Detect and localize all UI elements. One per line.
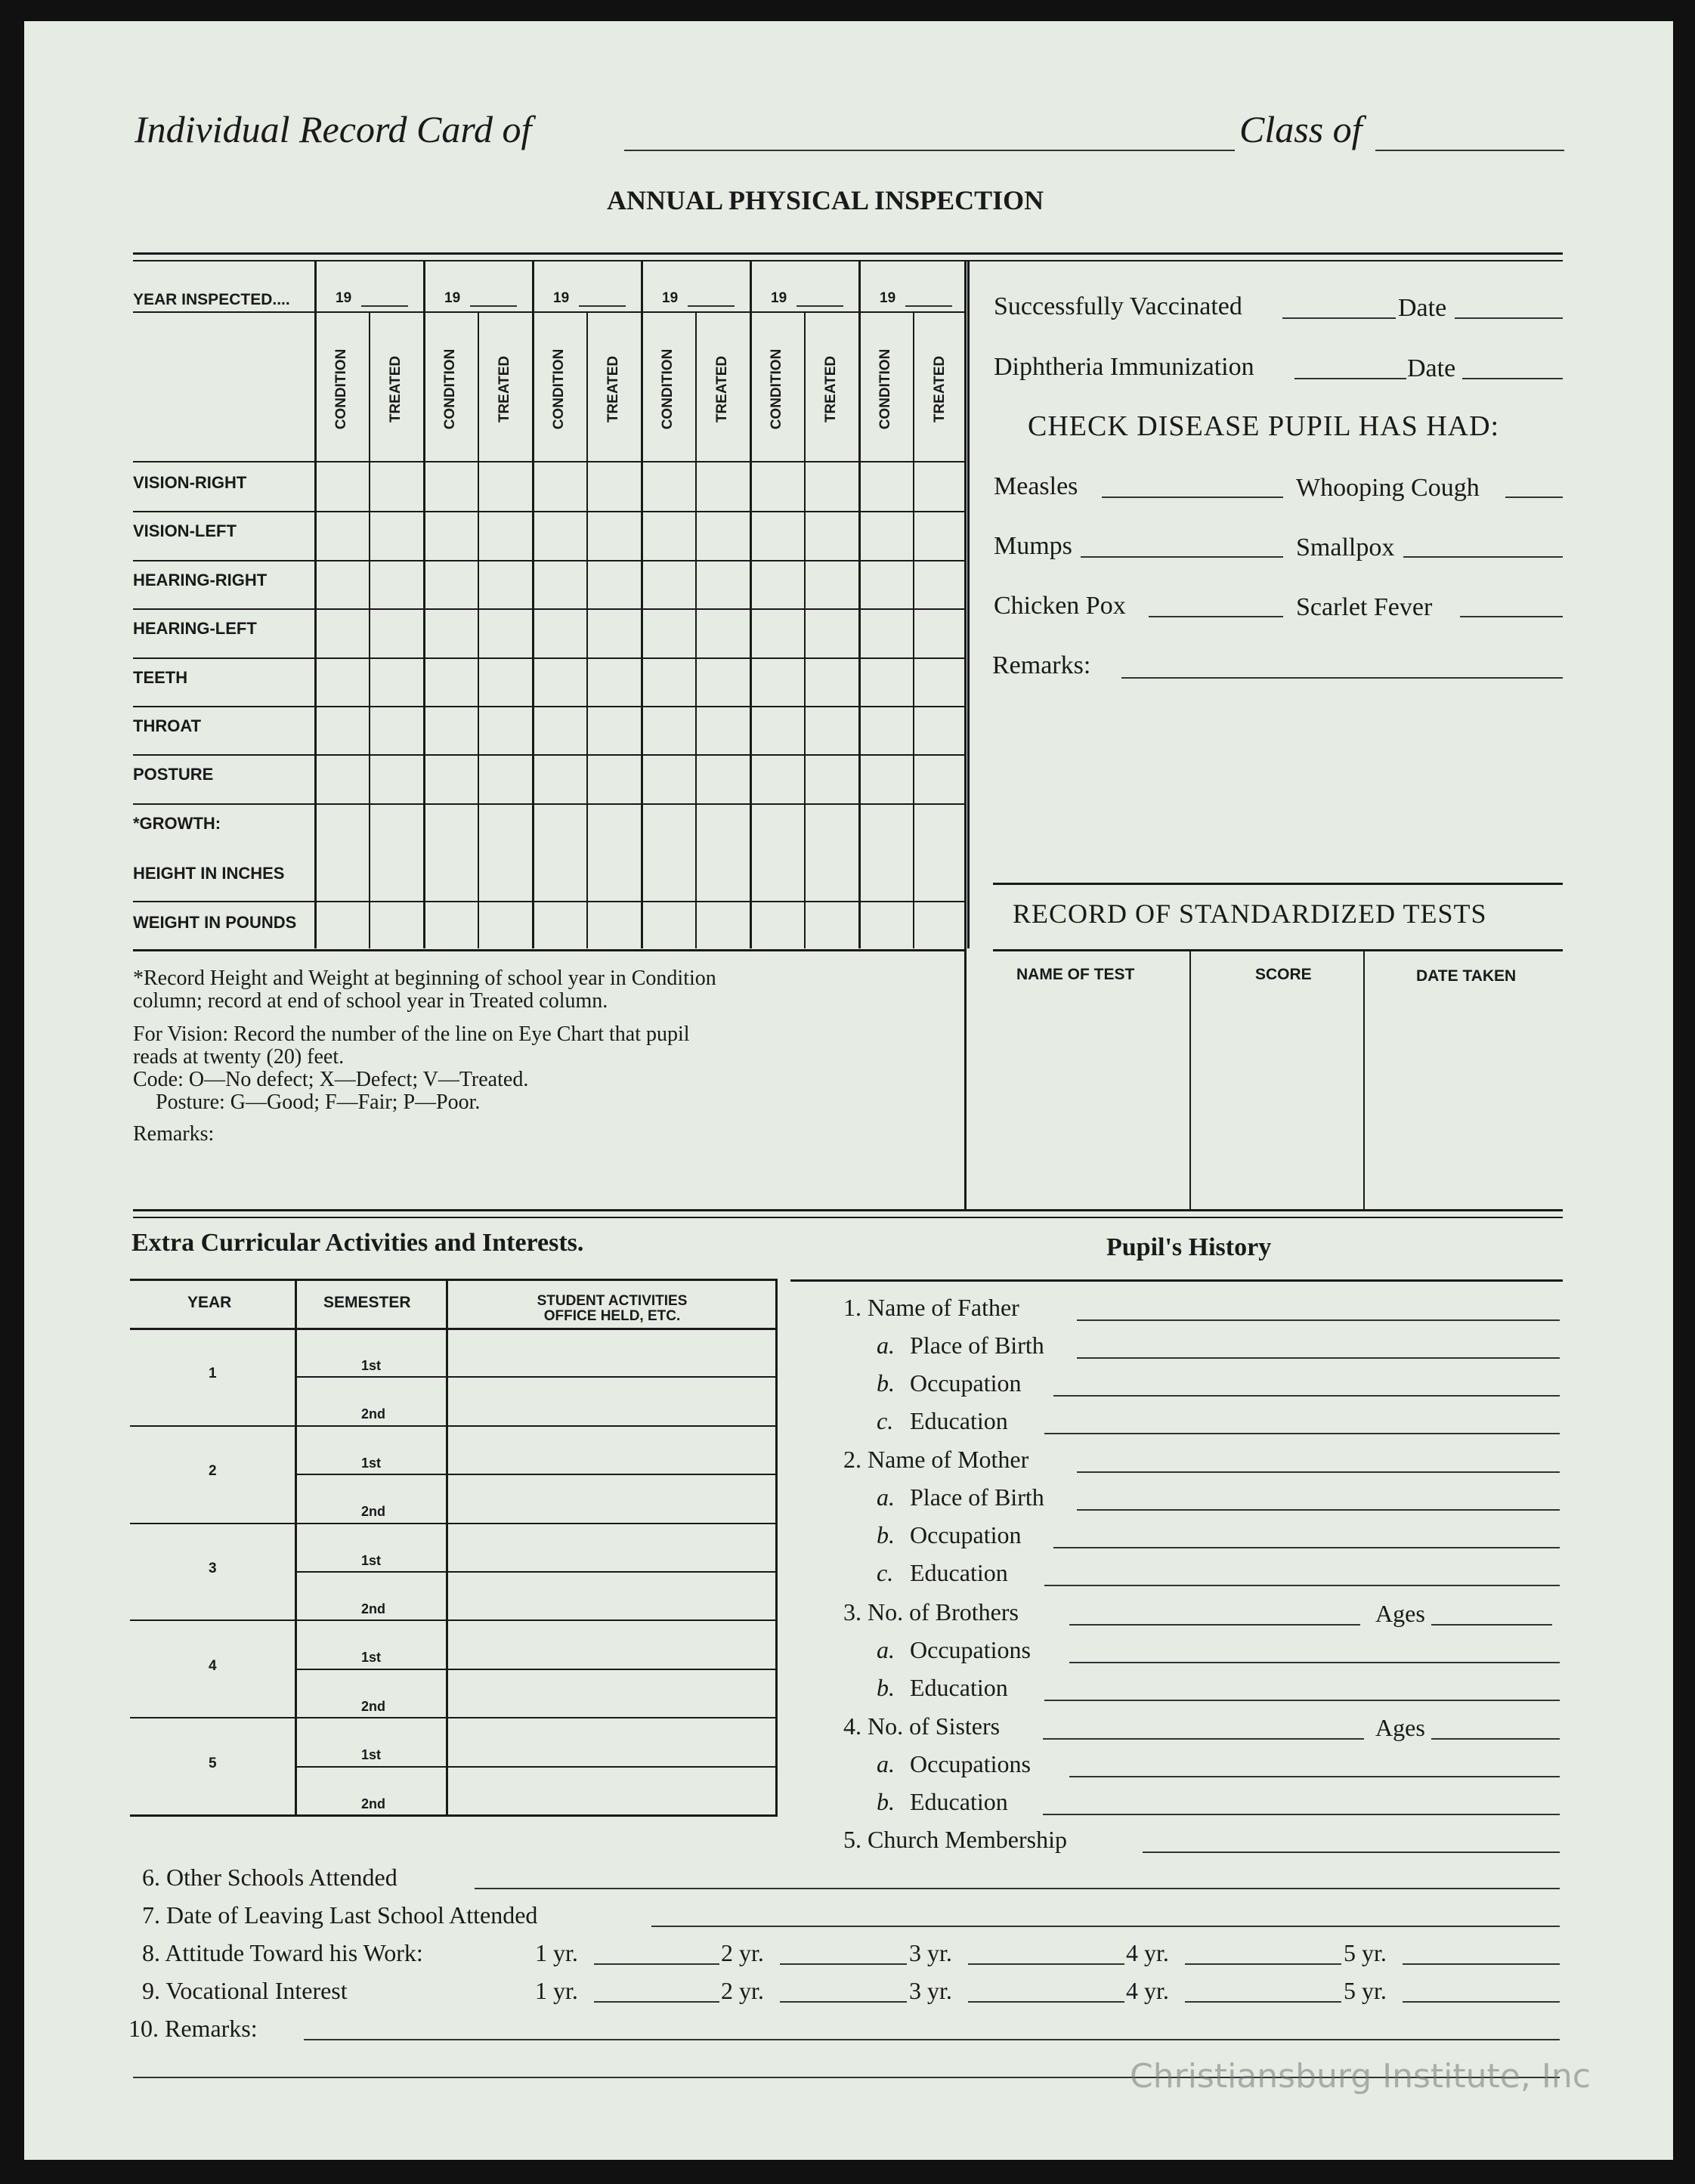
row-rule: [133, 754, 964, 756]
row-label: POSTURE: [133, 765, 214, 784]
grid-column-line: [858, 261, 861, 948]
yr-label: 4 yr.: [1126, 1977, 1169, 2004]
grid-column-line: [369, 313, 370, 948]
whooping-label: Whooping Cough: [1296, 474, 1480, 502]
yr-label: 2 yr.: [721, 1977, 764, 2004]
grid-column-line: [478, 313, 479, 948]
col-treated: [707, 333, 738, 446]
history-item-label: Occupation: [910, 1521, 1022, 1548]
acts-sem-1: 1st: [361, 1650, 382, 1666]
history-field[interactable]: [1043, 1738, 1364, 1740]
health-remarks-field[interactable]: [1121, 677, 1563, 679]
col-treated-text: TREATED: [496, 355, 512, 423]
whooping-field[interactable]: [1505, 497, 1563, 498]
acts-col-line: [775, 1279, 778, 1817]
acts-year: 3: [209, 1561, 217, 1576]
attitude-yr-field[interactable]: [780, 1963, 907, 1965]
col-condition-text: CONDITION: [769, 348, 784, 430]
acts-sem-rule: [295, 1474, 775, 1475]
note-posture: Posture: G—Good; F—Fair; P—Poor.: [156, 1090, 481, 1114]
row-rule: [133, 706, 964, 707]
other-schools-label: 6. Other Schools Attended: [142, 1864, 397, 1891]
acts-sem-1: 1st: [361, 1358, 382, 1373]
final-remarks-field[interactable]: [304, 2039, 1560, 2040]
history-field[interactable]: [1077, 1357, 1560, 1359]
col-treated-text: TREATED: [932, 355, 948, 423]
year-field[interactable]: [905, 305, 952, 307]
history-item-letter: b.: [877, 1369, 895, 1397]
history-field[interactable]: [1044, 1433, 1560, 1434]
history-item-letter: b.: [877, 1521, 895, 1548]
col-treated: [381, 333, 411, 446]
grid-column-line: [586, 313, 588, 948]
yr-label: 3 yr.: [909, 1939, 952, 1966]
history-item-label: Place of Birth: [910, 1483, 1044, 1511]
acts-col-student-1: STUDENT ACTIVITIES: [537, 1293, 688, 1309]
center-divider: [964, 261, 967, 1209]
diphtheria-label: Diphtheria Immunization: [994, 353, 1254, 381]
activities-heading: Extra Curricular Activities and Interests.: [131, 1229, 584, 1257]
history-item-label: Occupations: [910, 1636, 1031, 1663]
row-rule: [133, 608, 964, 610]
yr-label: 1 yr.: [535, 1977, 578, 2004]
row-label: TEETH: [133, 667, 188, 687]
col-treated-text: TREATED: [388, 355, 404, 423]
col-condition: [544, 333, 574, 446]
watermark: Christiansburg Institute, Inc: [1130, 2057, 1591, 2096]
col-treated: [599, 333, 629, 446]
top-rule-2: [133, 260, 1563, 261]
acts-year-rule: [130, 1717, 775, 1718]
vaccinated-field[interactable]: [1282, 317, 1396, 319]
col-condition-text: CONDITION: [877, 348, 893, 430]
diphtheria-field[interactable]: [1294, 378, 1406, 379]
acts-sem-rule: [295, 1669, 775, 1670]
year-prefix: 19: [880, 290, 896, 306]
history-item-label: Occupations: [910, 1750, 1031, 1777]
acts-col-line: [446, 1279, 448, 1814]
col-condition: [435, 333, 466, 446]
row-label: WEIGHT IN POUNDS: [133, 912, 297, 932]
yr-label: 5 yr.: [1344, 1977, 1387, 2004]
row-label: VISION-LEFT: [133, 521, 237, 541]
tests-divider-2: [1363, 951, 1365, 1209]
col-condition: [653, 333, 683, 446]
history-field[interactable]: [1069, 1624, 1360, 1626]
check-disease-heading: CHECK DISEASE PUPIL HAS HAD:: [1028, 410, 1500, 442]
diphtheria-date-field[interactable]: [1462, 378, 1563, 379]
acts-year: 1: [209, 1366, 217, 1382]
history-item-label: 3. No. of Brothers: [843, 1598, 1019, 1626]
acts-sem-1: 1st: [361, 1747, 382, 1763]
mumps-label: Mumps: [994, 532, 1072, 560]
ages-label: Ages: [1375, 1714, 1425, 1741]
row-rule: [133, 901, 964, 902]
card-title: Individual Record Card of: [135, 108, 532, 150]
acts-year-rule: [130, 1523, 775, 1524]
note-code: Code: O—No defect; X—Defect; V—Treated.: [133, 1068, 529, 1091]
acts-year: 4: [209, 1657, 217, 1674]
row-rule: [133, 657, 964, 659]
history-item-label: 5. Church Membership: [843, 1826, 1067, 1853]
chickenpox-label: Chicken Pox: [994, 592, 1126, 620]
history-item-label: 1. Name of Father: [843, 1294, 1019, 1321]
acts-col-year: YEAR: [187, 1294, 232, 1311]
grid-column-line: [804, 313, 806, 948]
row-label: VISION-RIGHT: [133, 473, 247, 492]
history-field[interactable]: [1077, 1471, 1560, 1473]
acts-year: 5: [209, 1755, 217, 1771]
year-field[interactable]: [470, 305, 517, 307]
measles-field[interactable]: [1102, 497, 1283, 498]
chickenpox-field[interactable]: [1149, 616, 1283, 617]
year-prefix: 19: [553, 290, 570, 306]
history-field[interactable]: [1069, 1662, 1560, 1663]
history-heading: Pupil's History: [1106, 1233, 1272, 1261]
year-field[interactable]: [688, 305, 735, 307]
header-rule: [133, 461, 964, 462]
col-condition-text: CONDITION: [660, 348, 676, 430]
acts-sem-rule: [295, 1571, 775, 1573]
col-treated-text: TREATED: [605, 355, 621, 423]
note-vision-1: For Vision: Record the number of the line on Eye Chart that pupil: [133, 1022, 690, 1046]
acts-col-student-2: OFFICE HELD, ETC.: [543, 1308, 681, 1324]
vocational-yr-field[interactable]: [594, 2001, 719, 2003]
year-prefix: 19: [662, 290, 679, 306]
attitude-yr-field[interactable]: [594, 1963, 719, 1965]
acts-sem-2: 2nd: [361, 1504, 386, 1520]
health-remarks-label: Remarks:: [992, 651, 1091, 679]
acts-sem-2: 2nd: [361, 1406, 386, 1422]
history-field[interactable]: [1043, 1814, 1560, 1815]
history-item-letter: a.: [877, 1636, 895, 1663]
date-leaving-label: 7. Date of Leaving Last School Attended: [142, 1901, 538, 1929]
row-label: HEARING-RIGHT: [133, 570, 268, 589]
scarlet-field[interactable]: [1460, 616, 1563, 617]
vocational-yr-field[interactable]: [1403, 2001, 1560, 2003]
year-inspected-label: YEAR INSPECTED....: [133, 291, 290, 308]
vaccinated-date-label: Date: [1398, 294, 1447, 322]
tests-col-score: SCORE: [1255, 966, 1312, 983]
vocational-yr-field[interactable]: [1185, 2001, 1341, 2003]
history-item-letter: a.: [877, 1483, 895, 1511]
year-row-rule: [133, 311, 964, 313]
history-field[interactable]: [1053, 1547, 1560, 1548]
col-treated-text: TREATED: [823, 355, 839, 423]
year-prefix: 19: [771, 290, 787, 306]
class-field[interactable]: [1375, 150, 1564, 151]
history-field[interactable]: [1053, 1395, 1560, 1397]
vocational-yr-field[interactable]: [968, 2001, 1124, 2003]
vaccinated-date-field[interactable]: [1455, 317, 1563, 319]
ages-field[interactable]: [1431, 1738, 1560, 1740]
history-item-letter: a.: [877, 1332, 895, 1359]
mumps-field[interactable]: [1081, 556, 1283, 558]
acts-sem-2: 2nd: [361, 1796, 386, 1811]
history-field[interactable]: [1077, 1509, 1560, 1511]
note-vision-2: reads at twenty (20) feet.: [133, 1045, 345, 1069]
vaccinated-label: Successfully Vaccinated: [994, 292, 1242, 320]
note-growth-1: *Record Height and Weight at beginning of school year in Condition: [133, 967, 716, 990]
yr-label: 3 yr.: [909, 1977, 952, 2004]
acts-top-rule: [130, 1279, 775, 1281]
grid-column-line: [532, 261, 534, 948]
grid-column-line: [967, 261, 970, 948]
ages-label: Ages: [1375, 1600, 1425, 1627]
acts-year-rule: [130, 1425, 775, 1427]
history-rule: [790, 1279, 1563, 1282]
attitude-yr-field[interactable]: [968, 1963, 1124, 1965]
notes: [133, 967, 716, 1146]
history-item-letter: b.: [877, 1674, 895, 1701]
middle-rule: [133, 1209, 1563, 1211]
attitude-label: 8. Attitude Toward his Work:: [142, 1939, 423, 1966]
row-label: *GROWTH:: [133, 813, 221, 833]
smallpox-label: Smallpox: [1296, 534, 1395, 561]
grid-column-line: [423, 261, 425, 948]
history-item-label: Place of Birth: [910, 1332, 1044, 1359]
yr-label: 4 yr.: [1126, 1939, 1169, 1966]
year-field[interactable]: [579, 305, 626, 307]
history-field[interactable]: [1143, 1851, 1560, 1853]
col-treated: [816, 333, 846, 446]
tests-heading: RECORD OF STANDARDIZED TESTS: [1013, 899, 1487, 929]
history-item-label: Education: [910, 1674, 1008, 1701]
class-label: Class of: [1239, 108, 1362, 150]
history-field[interactable]: [1044, 1585, 1560, 1586]
acts-sem-2: 2nd: [361, 1698, 386, 1714]
acts-sem-2: 2nd: [361, 1601, 386, 1616]
ages-field[interactable]: [1431, 1624, 1552, 1626]
acts-bottom-rule: [130, 1814, 775, 1817]
yr-label: 2 yr.: [721, 1939, 764, 1966]
year-prefix: 19: [336, 290, 352, 306]
acts-col-line: [295, 1279, 297, 1814]
vocational-label: 9. Vocational Interest: [142, 1977, 348, 2004]
col-treated-text: TREATED: [714, 355, 730, 423]
acts-sem-rule: [295, 1766, 775, 1768]
note-growth-2: column; record at end of school year in Treated column.: [133, 989, 608, 1013]
grid-column-line: [913, 313, 914, 948]
scarlet-label: Scarlet Fever: [1296, 593, 1433, 621]
acts-col-student: [450, 1294, 775, 1324]
grid-column-line: [641, 261, 643, 948]
tests-col-date: DATE TAKEN: [1416, 967, 1517, 985]
tests-divider-1: [1189, 951, 1191, 1209]
history-item-label: Education: [910, 1788, 1008, 1815]
history-item-letter: c.: [877, 1407, 894, 1434]
smallpox-field[interactable]: [1403, 556, 1563, 558]
other-schools-field[interactable]: [475, 1888, 1560, 1889]
history-field[interactable]: [1069, 1776, 1560, 1777]
history-item-letter: a.: [877, 1750, 895, 1777]
row-rule: [133, 803, 964, 805]
acts-header-rule: [130, 1328, 775, 1330]
history-field[interactable]: [1077, 1319, 1560, 1321]
tests-col-name: NAME OF TEST: [1016, 966, 1135, 983]
history-item-label: 2. Name of Mother: [843, 1446, 1029, 1473]
col-treated: [925, 333, 955, 446]
yr-label: 1 yr.: [535, 1939, 578, 1966]
row-label: HEIGHT IN INCHES: [133, 864, 285, 883]
col-condition-text: CONDITION: [442, 348, 458, 430]
date-leaving-field[interactable]: [651, 1926, 1560, 1927]
acts-year: 2: [209, 1463, 217, 1480]
row-label: THROAT: [133, 716, 202, 735]
row-label: HEARING-LEFT: [133, 619, 257, 639]
row-rule: [133, 511, 964, 512]
attitude-yr-field[interactable]: [1185, 1963, 1341, 1965]
acts-sem-1: 1st: [361, 1552, 382, 1568]
top-rule: [133, 252, 1563, 255]
measles-label: Measles: [994, 472, 1078, 500]
col-treated: [490, 333, 520, 446]
tests-top-rule: [993, 883, 1563, 885]
year-field[interactable]: [796, 305, 843, 307]
notes-remarks: Remarks:: [133, 1122, 215, 1146]
year-prefix: 19: [444, 290, 461, 306]
acts-year-rule: [130, 1619, 775, 1621]
year-field[interactable]: [361, 305, 408, 307]
col-condition-text: CONDITION: [551, 348, 567, 430]
history-item-letter: b.: [877, 1788, 895, 1815]
page-title: ANNUAL PHYSICAL INSPECTION: [607, 185, 1044, 215]
acts-sem-1: 1st: [361, 1455, 382, 1471]
grid-column-line: [695, 313, 697, 948]
final-remarks-label: 10. Remarks:: [128, 2015, 258, 2042]
table-bottom-rule: [133, 949, 964, 951]
history-item-label: 4. No. of Sisters: [843, 1712, 1001, 1740]
history-item-label: Education: [910, 1407, 1008, 1434]
name-field[interactable]: [624, 150, 1235, 151]
col-condition: [326, 333, 357, 446]
middle-rule-2: [133, 1217, 1563, 1218]
col-condition: [871, 333, 901, 446]
yr-label: 5 yr.: [1344, 1939, 1387, 1966]
row-rule: [133, 560, 964, 561]
acts-sem-rule: [295, 1376, 775, 1378]
tests-header-rule: [993, 949, 1563, 951]
history-item-letter: c.: [877, 1559, 894, 1586]
history-field[interactable]: [1044, 1700, 1560, 1701]
history-item-label: Education: [910, 1559, 1008, 1586]
col-condition: [762, 333, 792, 446]
acts-col-semester: SEMESTER: [323, 1294, 411, 1311]
vocational-yr-field[interactable]: [780, 2001, 907, 2003]
grid-column-line: [314, 261, 317, 948]
col-condition-text: CONDITION: [333, 348, 349, 430]
diphtheria-date-label: Date: [1407, 354, 1456, 382]
history-item-label: Occupation: [910, 1369, 1022, 1397]
grid-column-line: [750, 261, 752, 948]
attitude-yr-field[interactable]: [1403, 1963, 1560, 1965]
